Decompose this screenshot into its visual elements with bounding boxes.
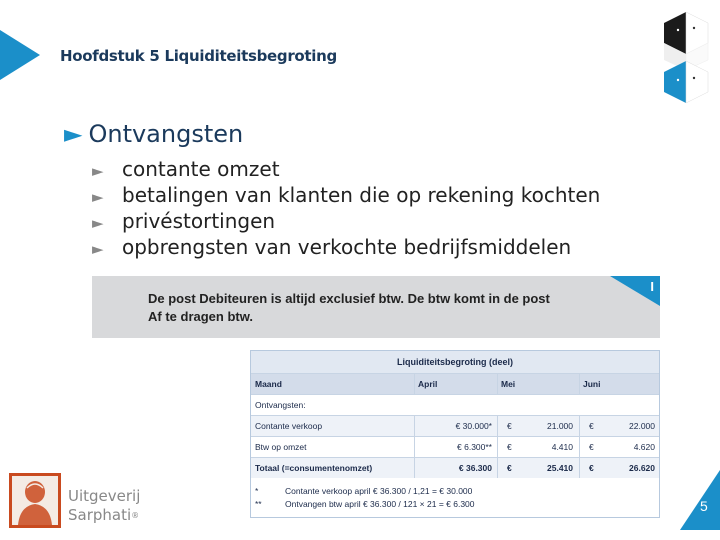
footnote: * Contante verkoop april € 36.300 / 1,21 = € 30.000 bbox=[255, 485, 473, 496]
bullet-arrow-icon: ► bbox=[92, 214, 104, 232]
table-row bbox=[251, 394, 659, 415]
table-header-row bbox=[251, 373, 659, 394]
table-row: Btw op omzet € 6.300** € 4.410 € 4.620 bbox=[251, 436, 659, 457]
bullet-arrow-icon: ► bbox=[92, 162, 104, 180]
section-heading: ► Ontvangsten bbox=[64, 120, 244, 148]
column-header: Juni bbox=[583, 379, 601, 389]
bullet-arrow-icon: ► bbox=[92, 188, 104, 206]
heading-arrow-icon: ► bbox=[64, 120, 83, 148]
liquidity-table bbox=[250, 350, 660, 518]
bullet-arrow-icon: ► bbox=[92, 240, 104, 258]
list-item: ► betalingen van klanten die op rekening kochten bbox=[92, 183, 601, 207]
note-box bbox=[92, 276, 660, 338]
column-header: Maand bbox=[255, 379, 282, 389]
table-row: Contante verkoop € 30.000* € 21.000 € 22.000 bbox=[251, 415, 659, 436]
portrait-icon bbox=[12, 476, 58, 525]
bullet-list bbox=[92, 157, 600, 261]
page-number: 5 bbox=[700, 498, 708, 514]
publisher-logo bbox=[9, 473, 61, 528]
note-text: De post Debiteuren is altijd exclusief btw. De btw komt in de post Af te dragen btw. bbox=[148, 291, 550, 324]
table-row: Totaal (=consumentenomzet) € 36.300 € 25.410 € 26.620 bbox=[251, 457, 659, 478]
column-header: Mei bbox=[501, 379, 516, 389]
list-item: ► contante omzet bbox=[92, 157, 280, 181]
note-number: I bbox=[650, 279, 654, 294]
section-label: Ontvangsten: bbox=[255, 400, 306, 410]
list-item: ► privéstortingen bbox=[92, 209, 276, 233]
table-title: Liquiditeitsbegroting (deel) bbox=[251, 351, 659, 373]
chapter-title: Hoofdstuk 5 Liquiditeitsbegroting bbox=[60, 47, 337, 65]
column-header: April bbox=[418, 379, 438, 389]
puzzle-decoration bbox=[664, 8, 720, 113]
list-item: ► opbrengsten van verkochte bedrijfsmiddelen bbox=[92, 235, 572, 259]
publisher-name: Uitgeverij Sarphati® bbox=[68, 487, 141, 524]
footnote: ** Ontvangen btw april € 36.300 / 121 × 21 = € 6.300 bbox=[255, 498, 475, 509]
corner-triangle-decoration bbox=[0, 30, 40, 80]
